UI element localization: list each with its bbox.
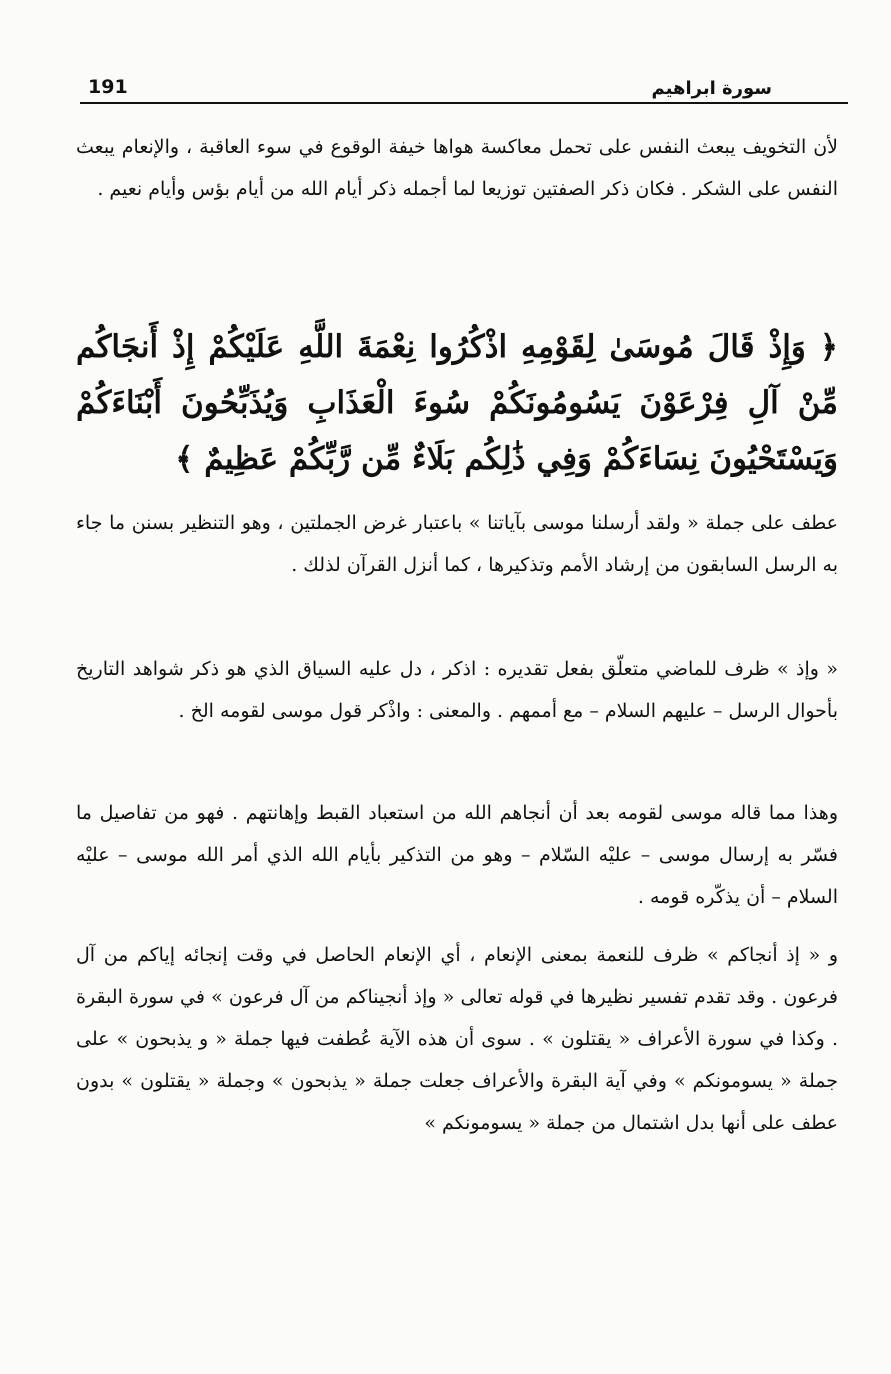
page-header	[80, 68, 850, 108]
surah-title: سورة ابراهيم	[651, 78, 772, 99]
page-number: 191	[88, 76, 128, 98]
paragraph-4: وهذا مما قاله موسى لقومه بعد أن أنجاهم الله من استعباد القبط وإهانتهم . فهو من تفاصيل ما فسّر به إرسال موسى – عليْه السّلام – وهو من التذكير بأيام الله الذي أمر الله موسى – عليْه السلام – أن يذكّره قومه .	[76, 802, 838, 908]
paragraph-2: عطف على جملة « ولقد أرسلنا موسى بآياتنا » باعتبار غرض الجملتين ، وهو التنظير بسنن ما جاء به الرسل السابقون من إرشاد الأمم وتذكيرها ، كما أنزل القرآن لذلك .	[76, 512, 838, 576]
paragraph-5: و « إذ أنجاكم » ظرف للنعمة بمعنى الإنعام ، أي الإنعام الحاصل في وقت إنجائه إياكم من آل فرعون . وقد تقدم تفسير نظيرها في قوله تعالى « وإذ أنجيناكم من آل فرعون » في سورة البقرة . وكذا في سورة الأعراف « يقتلون » . سوى أن هذه الآية عُطفت فيها جملة « و يذبحون » على جملة « يسومونكم » وفي آية البقرة والأعراف جعلت جملة « يذبحون » وجملة « يقتلون » بدون عطف على أنها بدل اشتمال من جملة « يسومونكم »	[76, 944, 838, 1134]
quran-verse: ﴿ وَإِذْ قَالَ مُوسَىٰ لِقَوْمِهِ اذْكُرُوا نِعْمَةَ اللَّهِ عَلَيْكُمْ إِذْ أَنجَاكُم مِّنْ آلِ فِرْعَوْنَ يَسُومُونَكُمْ سُوءَ الْعَذَابِ وَيُذَبِّحُونَ أَبْنَاءَكُمْ وَيَسْتَحْيُونَ نِسَاءَكُمْ وَفِي ذَٰلِكُم بَلَاءٌ مِّن رَّبِّكُمْ عَظِيمٌ ﴾	[76, 329, 838, 477]
header-rule	[80, 102, 848, 104]
paragraph-3: « وإذ » ظرف للماضي متعلّق بفعل تقديره : اذكر ، دل عليه السياق الذي هو ذكر شواهد التاريخ بأحوال الرسل – عليهم السلام – مع أممهم . والمعنى : واذْكر قول موسى لقومه الخ .	[76, 658, 838, 722]
paragraph-1: لأن التخويف يبعث النفس على تحمل معاكسة هواها خيفة الوقوع في سوء العاقبة ، والإنعام يبعث النفس على الشكر . فكان ذكر الصفتين توزيعا لما أجمله ذكر أيام الله من أيام بؤس وأيام نعيم .	[76, 136, 838, 200]
